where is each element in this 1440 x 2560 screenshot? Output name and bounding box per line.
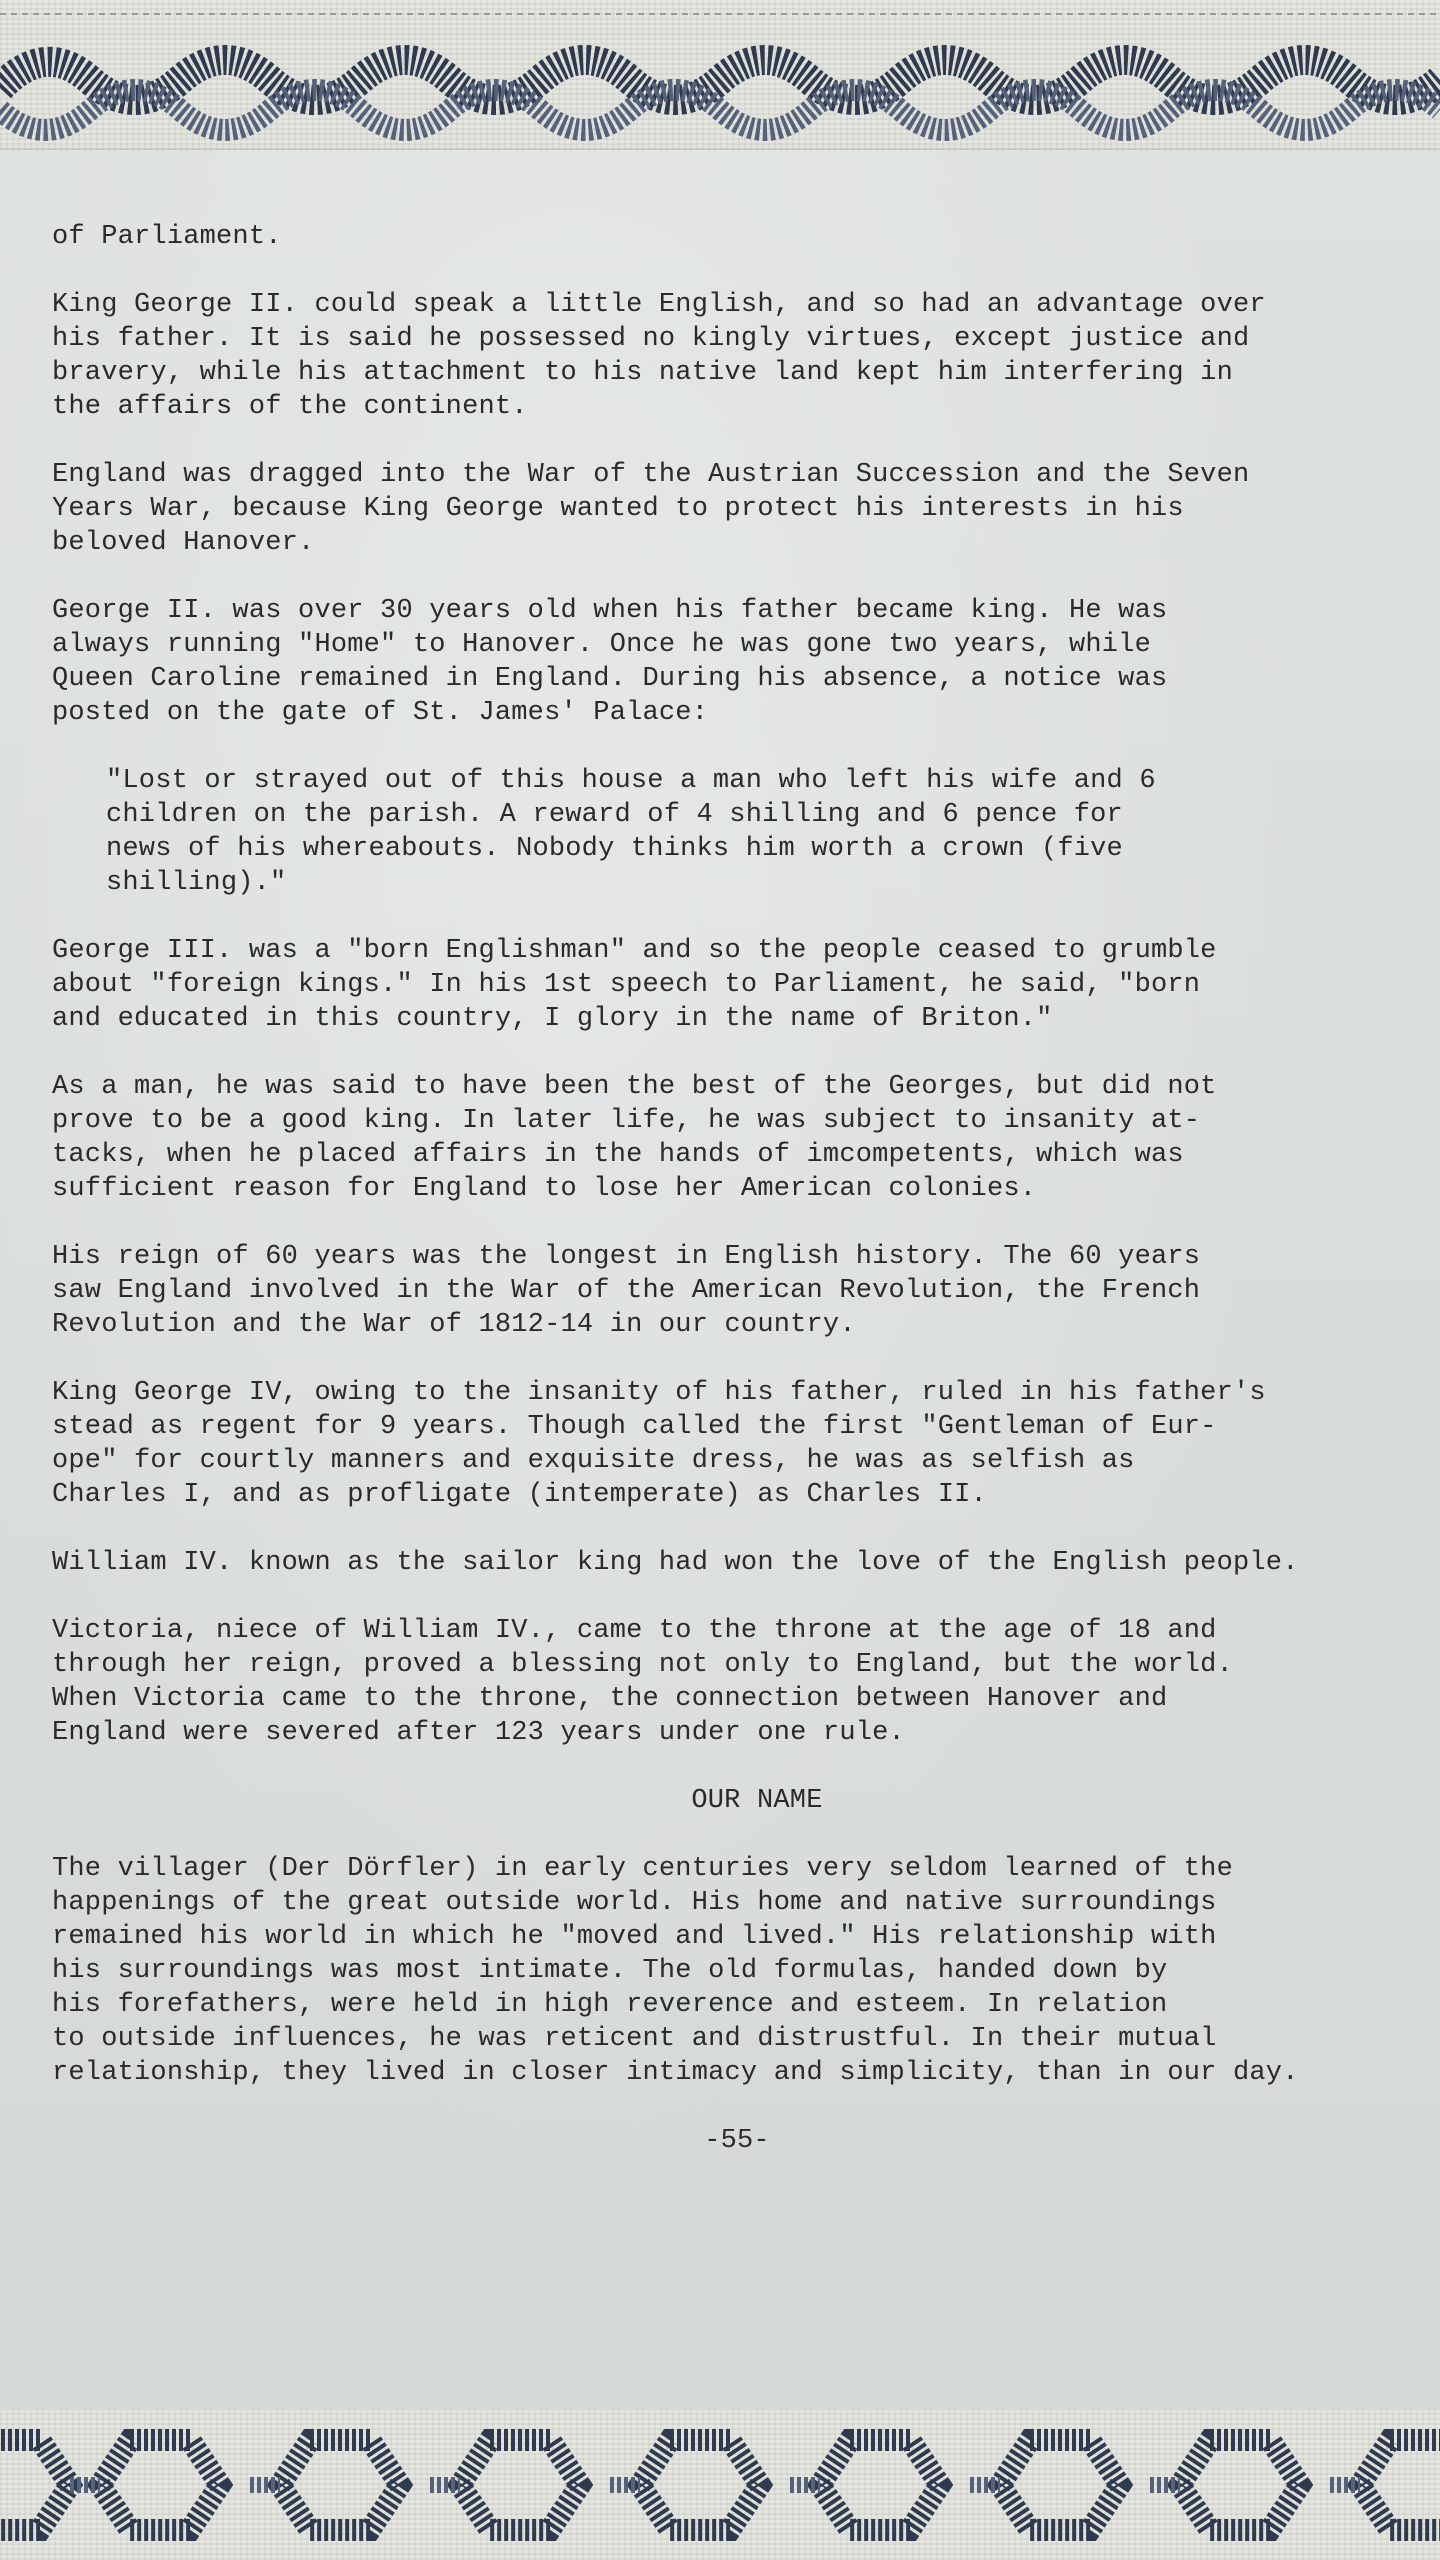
paragraph-victoria: Victoria, niece of William IV., came to the throne at the age of 18 and through her reign, proved a blessing not only to England, but the world. When Victoria came to the throne, the connection between Hanover and England were severed after 123 years under one rule. <box>52 1616 1233 1748</box>
woven-chain-pattern-bottom <box>0 2410 1440 2560</box>
paragraph-austrian-succession: England was dragged into the War of the Austrian Succession and the Seven Years War, because King George wanted to protect his interests in his beloved Hanover. <box>52 460 1250 558</box>
paragraph-george-iii: George III. was a "born Englishman" and so the people ceased to grumble about "foreign kings." In his 1st speech to Parliament, he said, "born and educated in this country, I glory in the name of Briton." <box>52 936 1217 1034</box>
woven-wave-pattern-top <box>0 0 1440 160</box>
paragraph-william-iv: William IV. known as the sailor king had won the love of the English people. <box>52 1548 1299 1578</box>
fabric-background-top <box>0 0 1440 160</box>
paragraph-reign-60-years: His reign of 60 years was the longest in English history. The 60 years saw England involved in the War of the American Revolution, the French Revolution and the War of 1812-14 in our country. <box>52 1242 1201 1340</box>
paragraph-george-iv: King George IV, owing to the insanity of his father, ruled in his father's stead as regent for 9 years. Though called the first "Gentleman of Eur- ope" for courtly manners and exquisite dress, he was as selfish as Charles I, and as profligate (intemperate) as Charles II. <box>52 1378 1266 1510</box>
typed-document-body <box>52 220 1362 2192</box>
quoted-notice: "Lost or strayed out of this house a man who left his wife and 6 children on the parish. A reward of 4 shilling and 6 pence for news of his whereabouts. Nobody thinks him worth a crown (five shilling)." <box>106 766 1156 898</box>
paragraph-george-ii-hanover: George II. was over 30 years old when his father became king. He was always running "Home" to Hanover. Once he was gone two years, while Queen Caroline remained in England. During his absence, a notice was posted on the gate of St. James' Palace: <box>52 596 1168 728</box>
paragraph-villager: The villager (Der Dörfler) in early centuries very seldom learned of the happenings of the great outside world. His home and native surroundings remained his world in which he "moved and lived." His relationship with his surroundings was most intimate. The old formulas, handed down by his forefathers, were held in high reverence and esteem. In relation to outside influences, he was reticent and distrustful. In their mutual relationship, they lived in closer intimacy and simplicity, than in our day. <box>52 1854 1299 2088</box>
continuation-line: of Parliament. <box>52 222 282 252</box>
fabric-background-bottom <box>0 2410 1440 2560</box>
paragraph-george-ii: King George II. could speak a little English, and so had an advantage over his father. It is said he possessed no kingly virtues, except justice and bravery, while his attachment to his native land kept him interfering in the affairs of the continent. <box>52 290 1266 422</box>
paragraph-george-iii-as-man: As a man, he was said to have been the best of the Georges, but did not prove to be a good king. In later life, he was subject to insanity at- tacks, when he placed affairs in the hands of imcompetents, which was sufficient reason for England to lose her American colonies. <box>52 1072 1217 1204</box>
section-heading: OUR NAME <box>691 1786 823 1816</box>
page-number: -55- <box>704 2126 770 2156</box>
